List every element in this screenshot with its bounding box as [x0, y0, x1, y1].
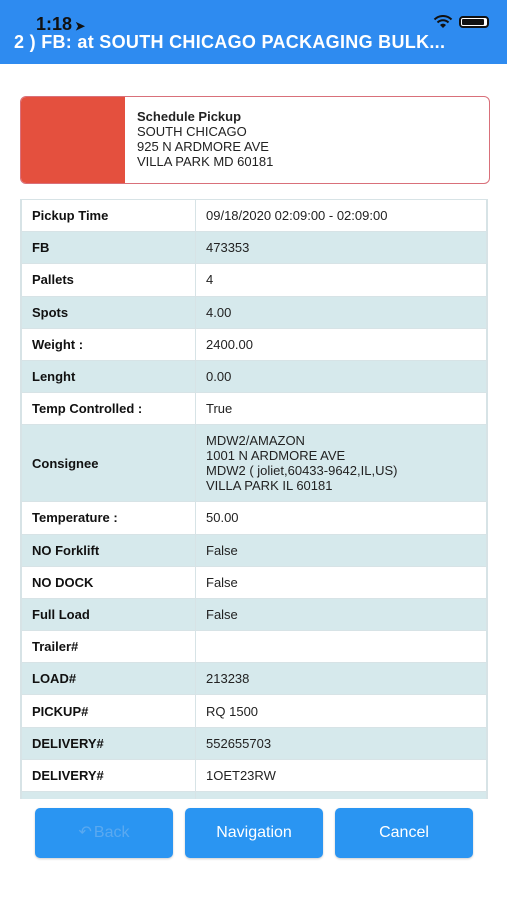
table-row — [22, 534, 487, 566]
table-row — [22, 200, 487, 232]
row-value: 473353 — [196, 232, 487, 264]
schedule-pickup-card[interactable] — [20, 96, 490, 184]
consignee-value — [196, 425, 487, 502]
row-label: NO DOCK — [22, 566, 196, 598]
row-label: Temp Controlled : — [22, 393, 196, 425]
back-button-label: Back — [93, 824, 130, 841]
table-row — [22, 727, 487, 759]
row-value: False — [196, 598, 487, 630]
row-value: 4 — [196, 264, 487, 296]
consignee-line: MDW2 ( joliet,60433-9642,IL,US) — [206, 463, 398, 479]
row-label: Temperature : — [22, 502, 196, 534]
table-row — [22, 360, 487, 392]
row-label: NO Forklift — [22, 534, 196, 566]
status-time-text: 1:18 — [36, 14, 73, 34]
row-label: DELIVERY# — [22, 727, 196, 759]
table-row — [22, 425, 487, 502]
row-label: Spots — [22, 296, 196, 328]
row-value: RQ 1500 — [196, 695, 487, 727]
table-row — [22, 792, 487, 800]
consignee-line: 1001 N ARDMORE AVE — [206, 448, 346, 464]
wifi-icon — [433, 15, 453, 29]
row-label — [22, 792, 196, 800]
pickup-address-line2: VILLA PARK MD 60181 — [137, 154, 274, 169]
row-label: Consignee — [22, 425, 196, 502]
table-row — [22, 232, 487, 264]
row-value — [196, 631, 487, 663]
row-label: Pickup Time — [22, 200, 196, 232]
table-row — [22, 566, 487, 598]
table-row — [22, 695, 487, 727]
pickup-address-line1: 925 N ARDMORE AVE — [137, 139, 269, 154]
row-value: 1OET23RW — [196, 759, 487, 791]
row-label: Pallets — [22, 264, 196, 296]
table-row — [22, 296, 487, 328]
page-title: 2 ) FB: at SOUTH CHICAGO PACKAGING BULK... — [14, 32, 446, 52]
row-label: LOAD# — [22, 663, 196, 695]
navigation-button[interactable]: Navigation — [185, 808, 323, 858]
location-arrow-icon: ➤ — [75, 19, 86, 33]
status-indicators — [433, 15, 489, 29]
row-label: FB — [22, 232, 196, 264]
row-value: 0.00 — [196, 360, 487, 392]
row-value — [196, 792, 487, 800]
consignee-line: MDW2/AMAZON — [206, 433, 305, 449]
row-label: Full Load — [22, 598, 196, 630]
row-label: DELIVERY# — [22, 759, 196, 791]
row-value: 2400.00 — [196, 328, 487, 360]
consignee-line: VILLA PARK IL 60181 — [206, 478, 333, 494]
row-value: 213238 — [196, 663, 487, 695]
row-label: PICKUP# — [22, 695, 196, 727]
table-row — [22, 759, 487, 791]
row-value: False — [196, 566, 487, 598]
pickup-address-block — [137, 109, 273, 169]
row-value: True — [196, 393, 487, 425]
details-table-container[interactable] — [20, 199, 488, 799]
battery-icon — [459, 16, 489, 28]
pickup-title: Schedule Pickup — [137, 109, 242, 124]
app-header — [0, 0, 507, 64]
table-row — [22, 502, 487, 534]
pickup-name: SOUTH CHICAGO — [137, 124, 247, 139]
table-row — [22, 663, 487, 695]
row-value: 09/18/2020 02:09:00 - 02:09:00 — [196, 200, 487, 232]
details-table — [21, 199, 487, 799]
back-arrow-icon: ↶ — [78, 824, 92, 841]
row-value: False — [196, 534, 487, 566]
row-value: 50.00 — [196, 502, 487, 534]
table-row — [22, 328, 487, 360]
table-row — [22, 598, 487, 630]
row-value: 552655703 — [196, 727, 487, 759]
table-row — [22, 264, 487, 296]
row-label: Trailer# — [22, 631, 196, 663]
status-color-bar — [21, 97, 125, 183]
cancel-button[interactable]: Cancel — [335, 808, 473, 858]
table-row — [22, 393, 487, 425]
table-row — [22, 631, 487, 663]
row-label: Lenght — [22, 360, 196, 392]
back-button[interactable] — [35, 808, 173, 858]
row-value: 4.00 — [196, 296, 487, 328]
row-label: Weight : — [22, 328, 196, 360]
